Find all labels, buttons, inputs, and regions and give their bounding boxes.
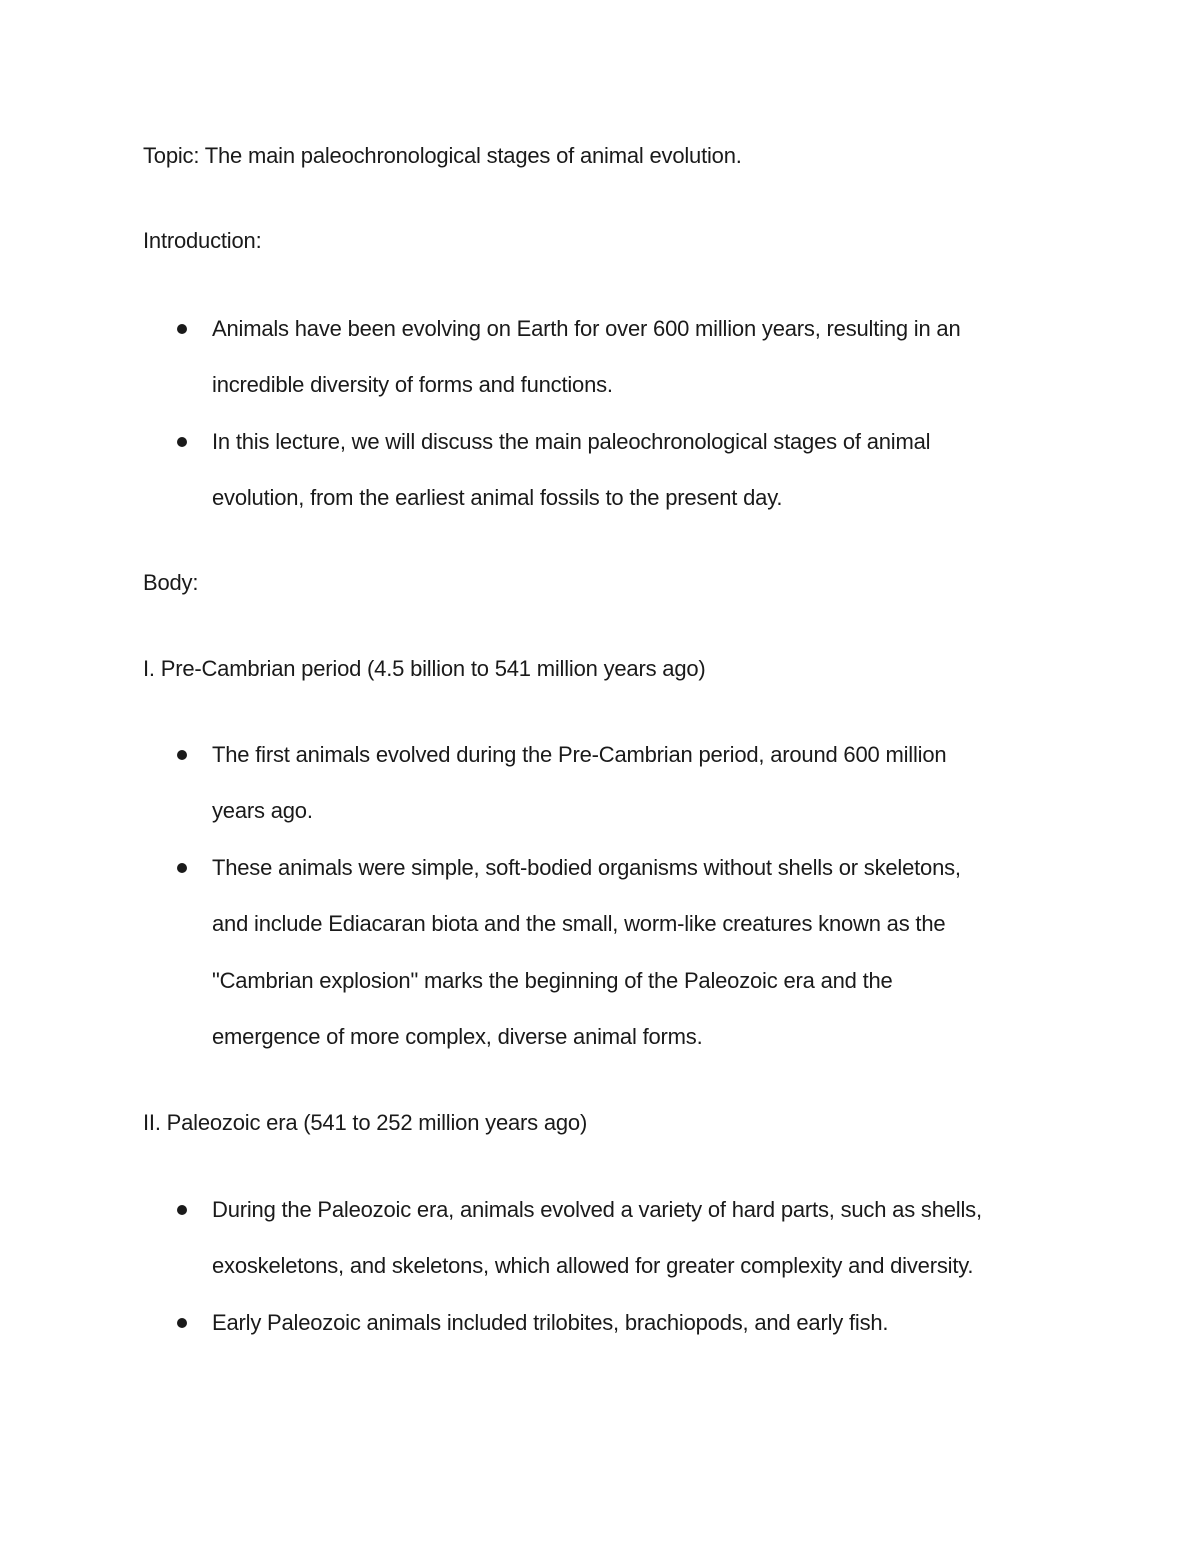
bullet-icon [177,750,187,760]
section-2-heading: II. Paleozoic era (541 to 252 million years ago) [143,1110,588,1135]
intro-bullet-2-line-1: In this lecture, we will discuss the main paleochronological stages of animal [212,429,931,454]
bullet-icon [177,1205,187,1215]
intro-bullet-2-line-2: evolution, from the earliest animal fossils to the present day. [212,485,783,510]
section-1-bullet-2-line-2: and include Ediacaran biota and the small, worm-like creatures known as the [212,911,946,936]
bullet-icon [177,437,187,447]
section-1-bullet-2-line-4: emergence of more complex, diverse animal forms. [212,1024,703,1049]
section-1-bullet-2-line-3: "Cambrian explosion" marks the beginning of the Paleozoic era and the [212,968,893,993]
section-2-bullet-1-line-1: During the Paleozoic era, animals evolved a variety of hard parts, such as shells, [212,1197,982,1222]
bullet-icon [177,324,187,334]
intro-bullet-1-line-2: incredible diversity of forms and functions. [212,372,613,397]
body-heading: Body: [143,570,199,595]
section-1-bullet-1-line-1: The first animals evolved during the Pre-Cambrian period, around 600 million [212,742,947,767]
introduction-heading: Introduction: [143,228,262,253]
section-1-bullet-1-line-2: years ago. [212,798,313,823]
section-2-bullet-1-line-2: exoskeletons, and skeletons, which allowed for greater complexity and diversity. [212,1253,974,1278]
section-1-bullet-2-line-1: These animals were simple, soft-bodied organisms without shells or skeletons, [212,855,961,880]
section-2-bullet-2-line-1: Early Paleozoic animals included trilobites, brachiopods, and early fish. [212,1310,889,1335]
intro-bullet-1-line-1: Animals have been evolving on Earth for over 600 million years, resulting in an [212,316,961,341]
section-1-heading: I. Pre-Cambrian period (4.5 billion to 541 million years ago) [143,656,706,681]
topic-line: Topic: The main paleochronological stages of animal evolution. [143,143,742,168]
bullet-icon [177,1318,187,1328]
bullet-icon [177,863,187,873]
